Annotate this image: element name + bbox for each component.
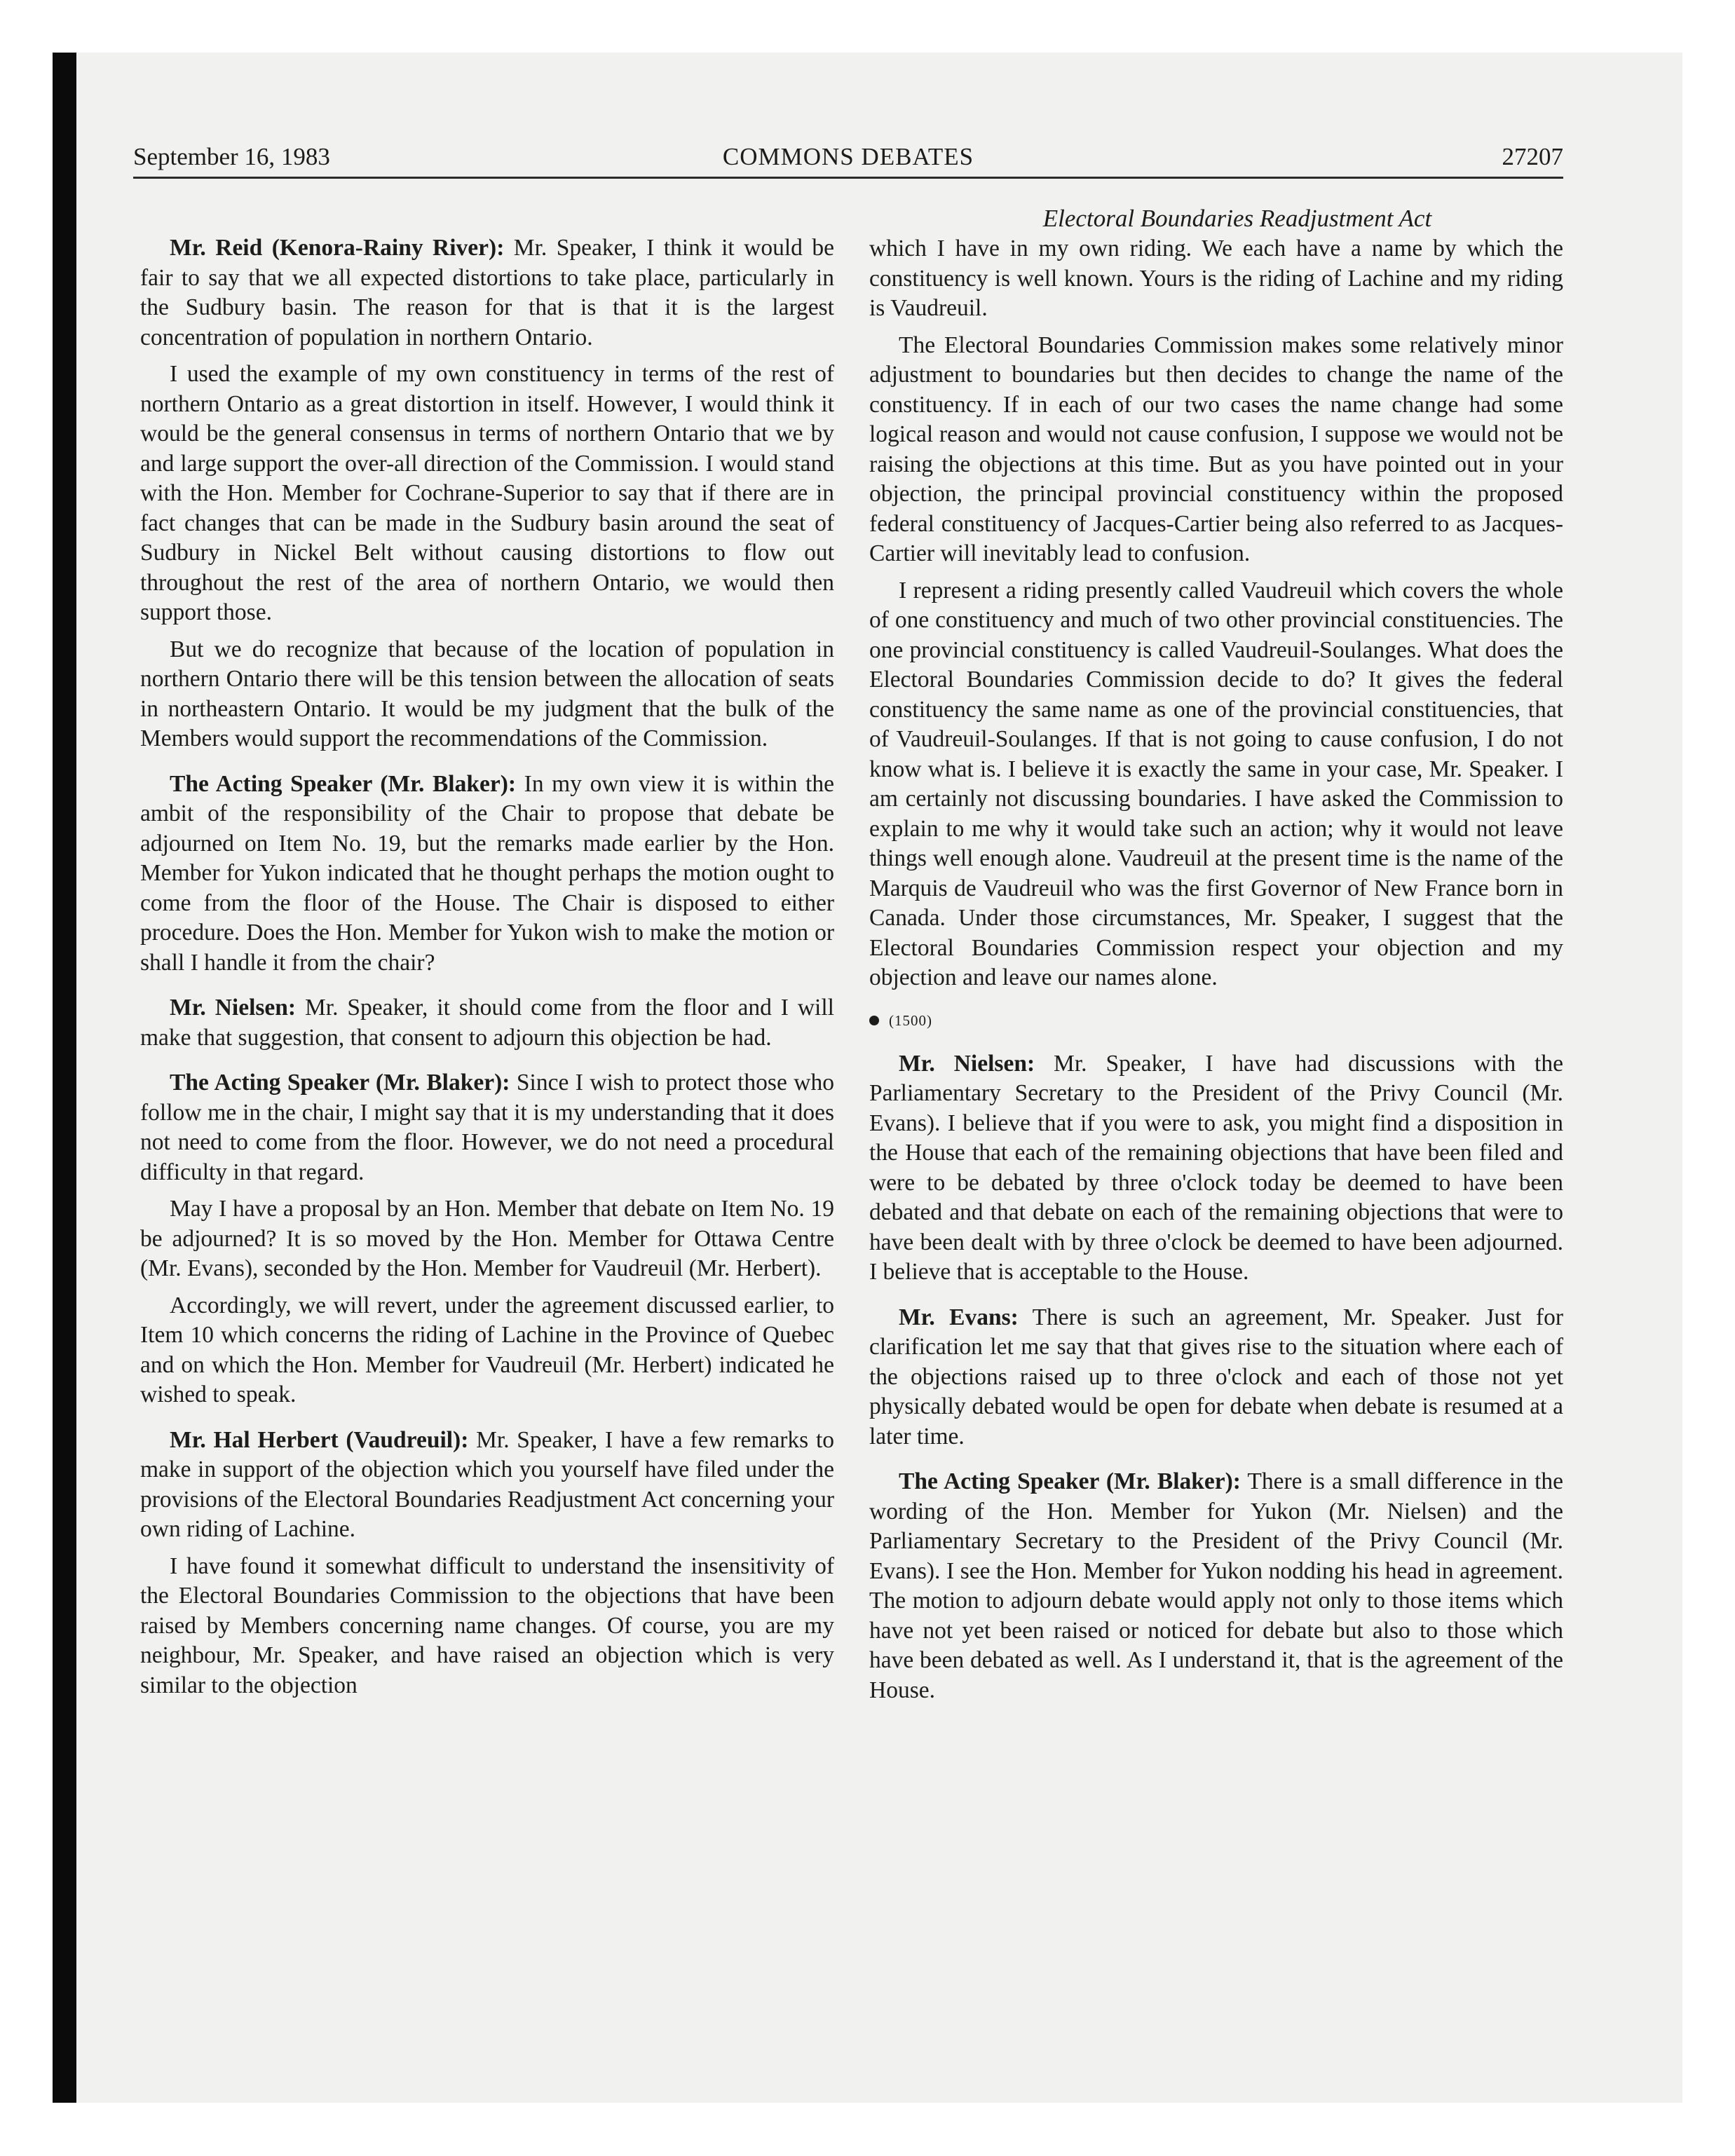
header-date: September 16, 1983 [133,143,330,170]
paragraph-text: May I have a proposal by an Hon. Member that debate on Item No. 19 be adjourned? It is so moved by the Hon. Member for Ottawa Centre (Mr. Evans), seconded by the Hon. Member for Vaudreuil (Mr. Herbert). [140,1196,834,1281]
paragraph [140,360,834,628]
paragraph [140,1068,834,1187]
time-marker-text: (1500) [889,1011,932,1029]
paragraph-text: I represent a riding presently called Vaudreuil which covers the whole of one constituency and much of two other provincial constituencies. The one provincial constituency is called Vaudreuil-Soulanges. What does the Electoral Boundaries Commission decide to do? It gives the federal constituency the same name as one of the provincial constituencies, that of Vaudreuil-Soulanges. If that is not going to cause confusion, I do not know what is. I believe it is exactly the same in your case, Mr. Speaker. I am certainly not discussing boundaries. I have asked the Commission to explain to me why it would take such an action; why it would not leave things well enough alone. Vaudreuil at the present time is the name of the Marquis de Vaudreuil who was the first Governor of New France born in Canada. Under those circumstances, Mr. Speaker, I suggest that the Electoral Boundaries Commission respect your objection and my objection and leave our names alone. [869,577,1563,990]
speaker-name: Mr. Hal Herbert (Vaudreuil): [170,1426,469,1453]
paragraph [869,1049,1563,1288]
bullet-icon [869,1016,879,1025]
page-header [133,140,1563,179]
speaker-name: Mr. Reid (Kenora-Rainy River): [170,235,505,261]
paragraph [140,770,834,978]
speaker-name: The Acting Speaker (Mr. Blaker): [170,770,517,797]
paragraph-text: But we do recognize that because of the location of population in northern Ontario there will be this tension between the allocation of seats in northeastern Ontario. It would be my judgment that the bulk of the Members would support the recommendations of the Commission. [140,636,834,751]
paragraph [140,993,834,1053]
right-column [869,203,1563,1705]
speaker-name: Mr. Evans: [899,1304,1019,1330]
time-marker [869,1010,1563,1031]
paragraph-text: I used the example of my own constituency in terms of the rest of northern Ontario as a great distortion in itself. However, I would think it would be the general consensus in terms of northern Ontario that we by and large support the over-all direction of the Commission. I would stand with the Hon. Member for Cochrane-Superior to say that if there are in fact changes that can be made in the Sudbury basin around the seat of Sudbury in Nickel Belt without causing distortions to flow out throughout the rest of the area of northern Ontario, we would then support those. [140,361,834,625]
speaker-name: Mr. Nielsen: [170,995,297,1021]
paragraph [140,1291,834,1410]
paragraph [140,233,834,353]
paragraph [869,576,1563,993]
paragraph [869,1467,1563,1705]
paragraph-text: Mr. Speaker, I have a few remarks to make in support of the objection which you yourself have filed under the provisions of the Electoral Boundaries Readjustment Act concerning your own riding of Lachine. [140,1426,834,1542]
paragraph-text: Mr. Speaker, it should come from the floor and I will make that suggestion, that consent to adjourn this objection be had. [140,995,834,1051]
paragraph-text: I have found it somewhat difficult to understand the insensitivity of the Electoral Boundaries Commission to the objections that have been raised by Members concerning name changes. Of course, you are my neighbour, Mr. Speaker, and have raised an objection which is very similar to the objection [140,1553,834,1698]
paragraph-text: There is such an agreement, Mr. Speaker. Just for clarification let me say that that gives rise to the situation where each of the objections raised up to three o'clock and each of those not yet physically debated would be open for debate when debate is resumed at a later time. [869,1304,1563,1449]
speaker-name: The Acting Speaker (Mr. Blaker): [170,1070,510,1096]
paragraph-text: Mr. Speaker, I have had discussions with the Parliamentary Secretary to the President of the Privy Council (Mr. Evans). I believe that if you were to ask, you might find a disposition in the House that each of the remaining objections that have been filed and were to be debated by three o'clock today be deemed to have been debated and that debate on each of the remaining objections that were to have been dealt with by three o'clock be deemed to have been adjourned. I believe that is acceptable to the House. [869,1050,1563,1285]
paragraph [869,1303,1563,1452]
paragraph-text: Accordingly, we will revert, under the agreement discussed earlier, to Item 10 which concerns the riding of Lachine in the Province of Quebec and on which the Hon. Member for Vaudreuil (Mr. Herbert) indicated he wished to speak. [140,1292,834,1407]
paragraph-text: Mr. Speaker, I think it would be fair to say that we all expected distortions to take place, particularly in the Sudbury basin. The reason for that is that it is the largest concentration of population in northern Ontario. [140,235,834,350]
speaker-name: The Acting Speaker (Mr. Blaker): [899,1468,1241,1494]
binding-edge [53,53,76,2103]
left-column [140,233,834,1700]
header-page-number: 27207 [1502,143,1563,170]
paragraph [140,1426,834,1545]
paragraph [140,635,834,754]
paragraph-text: The Electoral Boundaries Commission makes some relatively minor adjustment to boundaries but then decides to change the name of the constituency. If in each of our two cases the name change had some logical reason and would not cause confusion, I suppose we would not be raising the objections at this time. But as you have pointed out in your objection, the principal provincial constituency within the proposed federal constituency of Jacques-Cartier being also referred to as Jacques-Cartier will inevitably lead to confusion. [869,332,1563,566]
paragraph-text: Since I wish to protect those who follow me in the chair, I might say that it is my understanding that it does not need to come from the floor. However, we do not need a procedural difficulty in that regard. [140,1070,834,1185]
running-head: Electoral Boundaries Readjustment Act [1042,205,1432,232]
paragraph-text: There is a small difference in the wording of the Hon. Member for Yukon (Mr. Nielsen) and the Parliamentary Secretary to the President of the Privy Council (Mr. Evans). I see the Hon. Member for Yukon nodding his head in agreement. The motion to adjourn debate would apply not only to those items which have not yet been raised or noticed for debate but also to those which have been debated as well. As I understand it, that is the agreement of the House. [869,1468,1563,1703]
paragraph [140,1552,834,1701]
paragraph-text: In my own view it is within the ambit of the responsibility of the Chair to propose that debate be adjourned on Item No. 19, but the remarks made earlier by the Hon. Member for Yukon indicated that he thought perhaps the motion ought to come from the floor of the House. The Chair is disposed to either procedure. Does the Hon. Member for Yukon wish to make the motion or shall I handle it from the chair? [140,770,834,976]
speaker-name: Mr. Nielsen: [899,1050,1035,1077]
header-title: COMMONS DEBATES [722,143,974,170]
paragraph [140,1194,834,1284]
paragraph [869,234,1563,324]
paragraph-text: which I have in my own riding. We each have a name by which the constituency is well known. Yours is the riding of Lachine and my riding is Vaudreuil. [869,236,1563,321]
paragraph [869,331,1563,569]
